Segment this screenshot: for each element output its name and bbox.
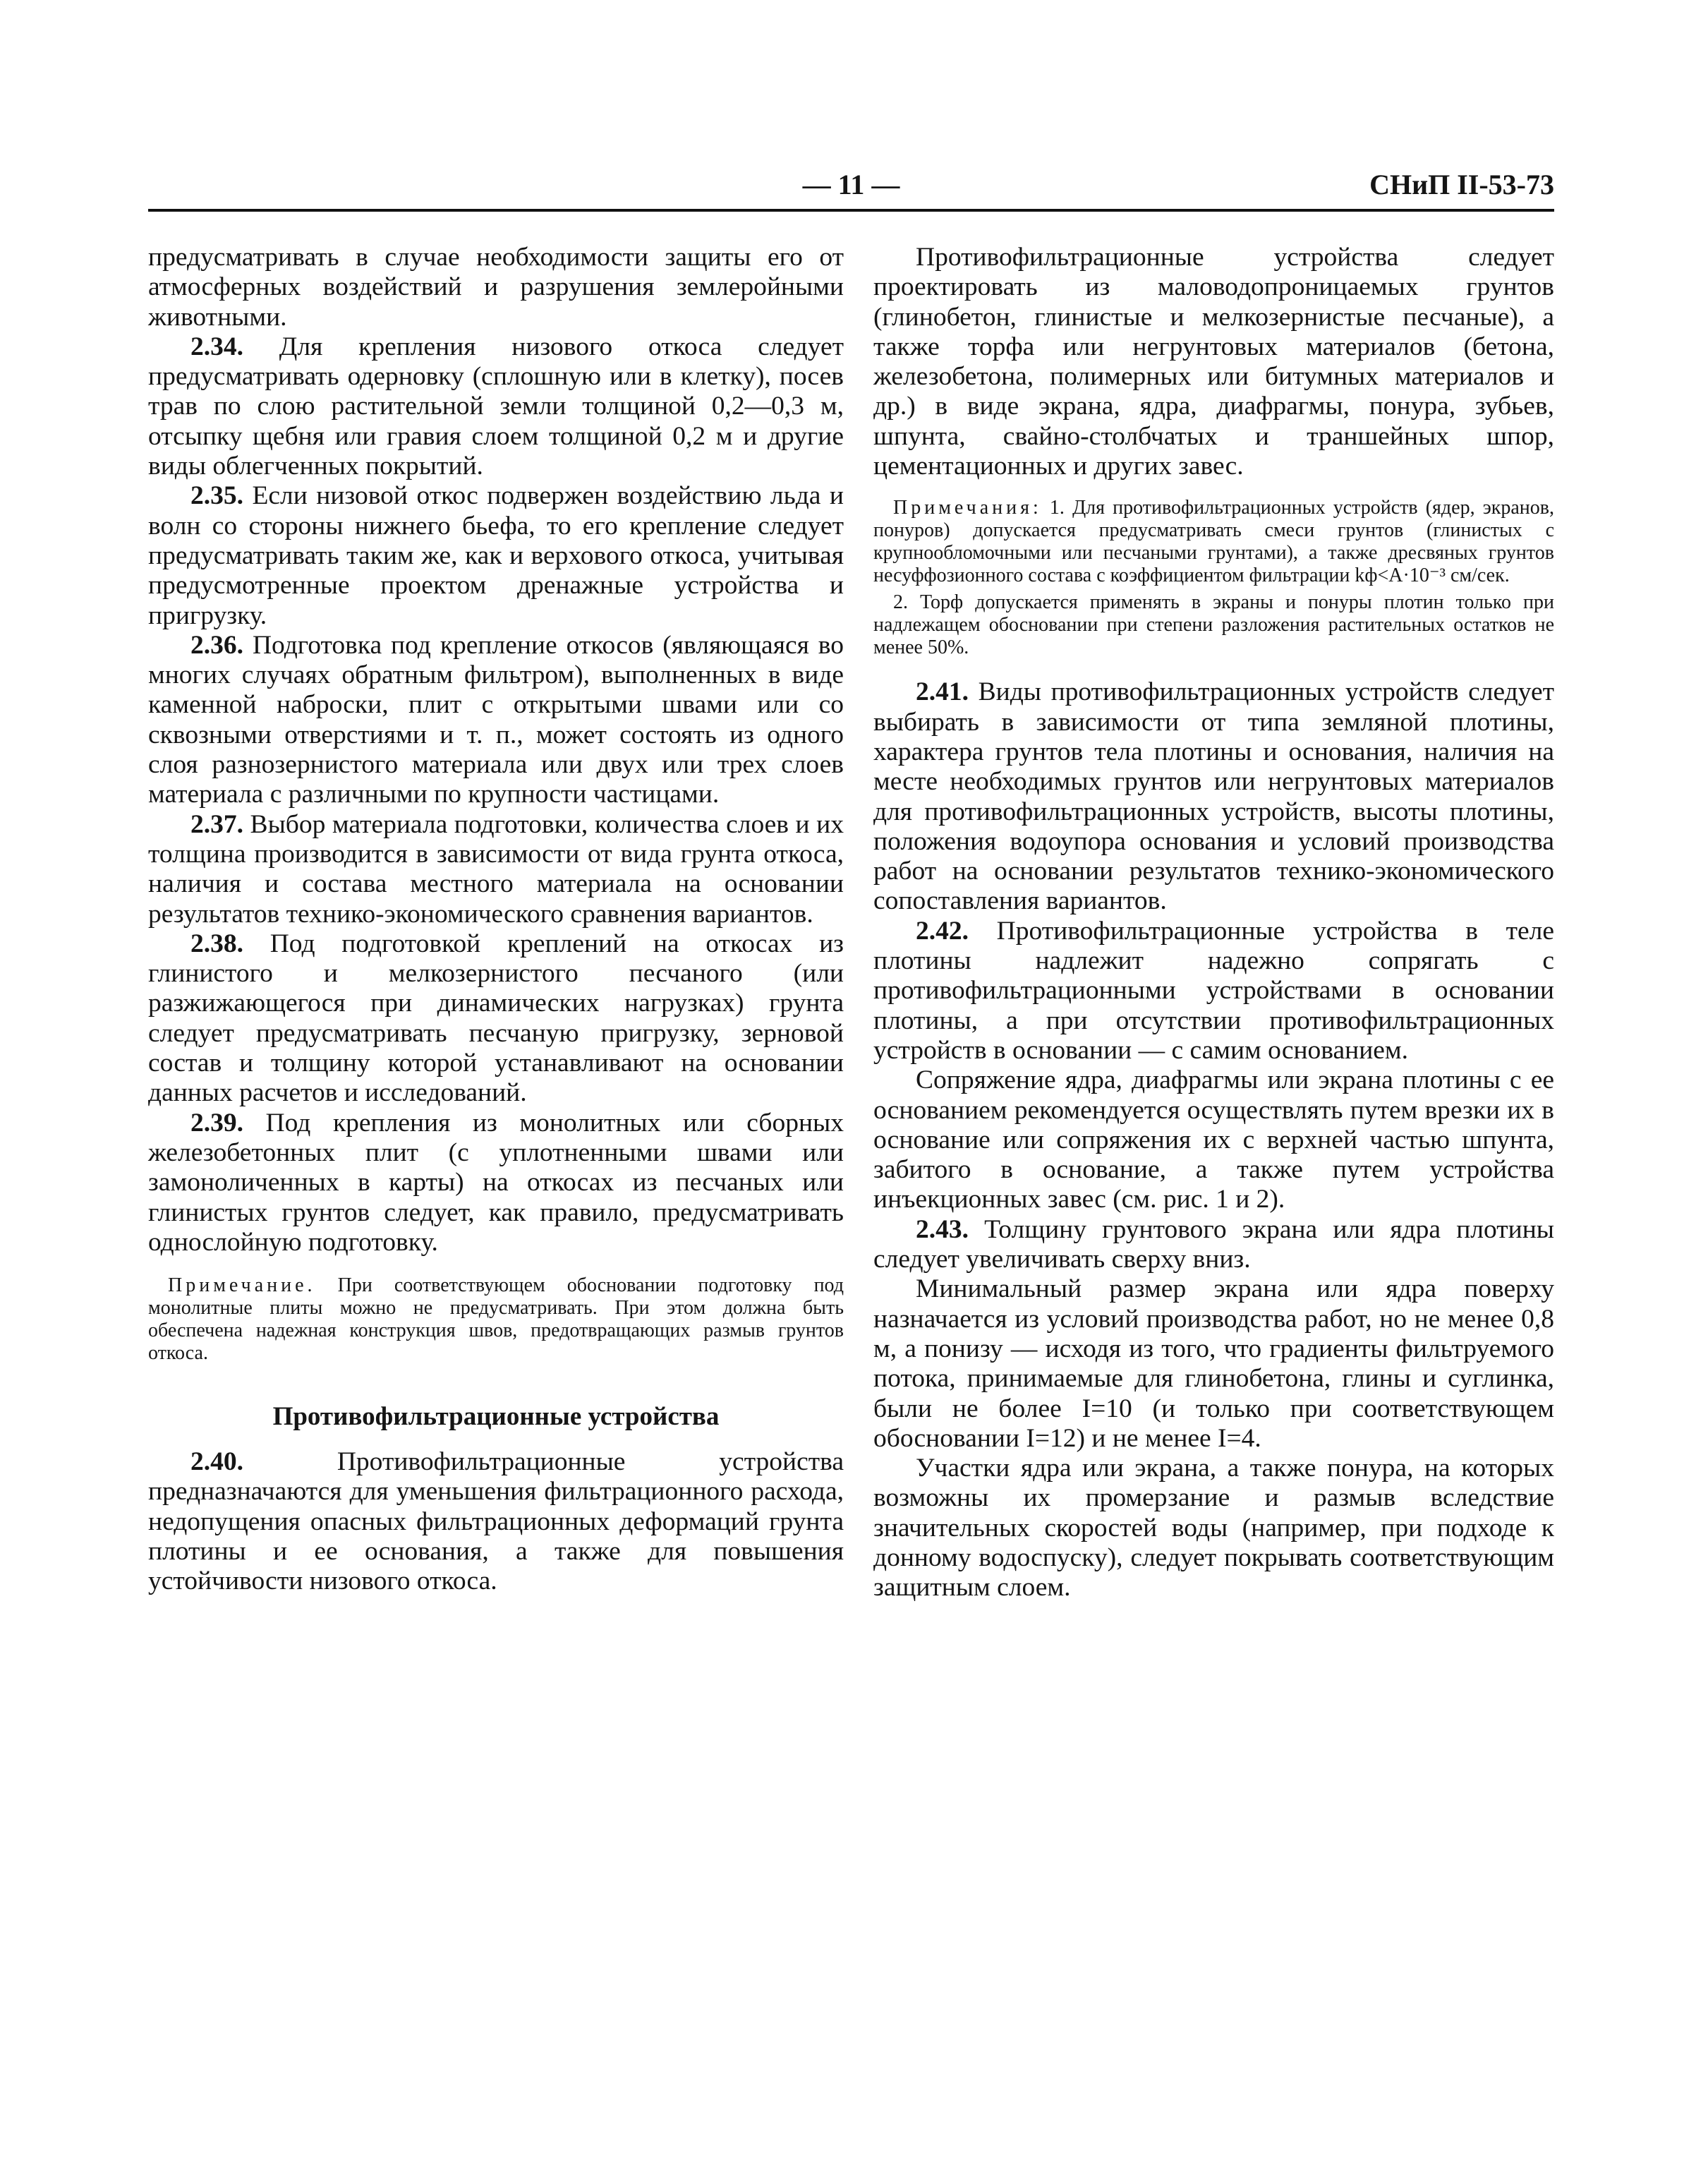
clause-text: Выбор материала подготовки, количества слоев и их толщина производится в зависимости от вида грунта откоса, наличия и состава местного материала на основании результатов технико-экономического сравнения вариантов.: [148, 809, 844, 929]
clause-number: 2.40.: [190, 1447, 243, 1477]
paragraph-continuation: предусматривать в случае необходимости защиты его от атмосферных воздействий и разрушения землеройными животными.: [148, 243, 844, 332]
note-1-text: 1. Для противофильтрационных устройств (ядер, экранов, понуров) допускается предусматривать смеси грунтов (глинистых с крупнообломочными или песчаными грунтами), а также дресвяных грунтов несуффозионного состава с коэффициентом фильтрации kф<A·10⁻³ см/сек.: [873, 497, 1554, 587]
clause-number: 2.38.: [190, 929, 243, 958]
clause-text: Если низовой откос подвержен воздействию льда и волн со стороны нижнего бьефа, то его крепление следует предусматривать таким же, как и верхового откоса, учитывая предусмотренные проектом дренажные устройства и пригрузку.: [148, 481, 844, 630]
clause-2-34: [148, 332, 844, 481]
clause-number: 2.41.: [916, 677, 969, 707]
clause-2-39: [148, 1109, 844, 1257]
clause-text: Под подготовкой креплений на откосах из глинистого и мелкозернистого песчаного (или разжижающегося при динамических нагрузках) грунта следует предусматривать песчаную пригрузку, зерновой состав и толщину которой устанавливают на основании данных расчетов и исследований.: [148, 929, 844, 1108]
clause-2-43: [873, 1215, 1554, 1275]
notes-label: Примечания:: [893, 497, 1042, 519]
right-column: [873, 243, 1554, 1603]
clause-2-36: [148, 631, 844, 810]
clause-2-41: [873, 677, 1554, 916]
clause-text: Для крепления низового откоса следует предусматривать одерновку (сплошную или в клетку), посев трав по слою растительной земли толщиной 0,2—0,3 м, отсыпку щебня или гравия слоем толщиной 0,2 м и другие виды облегченных покрытий.: [148, 332, 844, 481]
clause-text: Противофильтрационные устройства в теле плотины надлежит надежно сопрягать с противофильтрационными устройствами в основании плотины, а при отсутствии противофильтрационных устройств в основании — с самим основанием.: [873, 916, 1554, 1065]
note: [148, 1274, 844, 1365]
clause-2-40: [148, 1447, 844, 1596]
clause-number: 2.42.: [916, 916, 969, 946]
clause-2-38: [148, 929, 844, 1109]
clause-text: Толщину грунтового экрана или ядра плотины следует увеличивать сверху вниз.: [873, 1214, 1554, 1274]
paragraph-min-size: Минимальный размер экрана или ядра поверху назначается из условий производства работ, но не менее 0,8 м, а понизу — исходя из того, что градиенты фильтруемого потока, принимаемые для глинобетона, глины и суглинка, были не более I=10 (и только при соответствующем обосновании I=12) и не менее I=4.: [873, 1274, 1554, 1453]
clause-number: 2.34.: [190, 332, 243, 361]
page-header: [148, 168, 1554, 212]
paragraph-junction: Сопряжение ядра, диафрагмы или экрана плотины с ее основанием рекомендуется осуществлять путем врезки их в основание или сопряжения их с верхней частью шпунта, забитого в основание, а также путем устройства инъекционных завес (см. рис. 1 и 2).: [873, 1066, 1554, 1214]
clause-2-37: [148, 810, 844, 929]
note-label: Примечание.: [168, 1274, 316, 1297]
section-title: Противофильтрационные устройства: [272, 1402, 720, 1432]
clause-number: 2.39.: [190, 1108, 243, 1137]
clause-2-35: [148, 481, 844, 630]
header-rule: [148, 209, 1554, 212]
clause-number: 2.36.: [190, 630, 243, 660]
left-column: [148, 243, 844, 1597]
clause-text: Подготовка под крепление откосов (являющаяся во многих случаях обратным фильтром), выполненных в виде каменной наброски, плит с открытыми швами или со сквозными отверстиями и т. п., может состоять из одного слоя разнозернистого материала или двух или трех слоев материала с различными по крупности частицами.: [148, 630, 844, 809]
clause-text: Противофильтрационные устройства предназначаются для уменьшения фильтрационного расхода, недопущения опасных фильтрационных деформаций грунта плотины и ее основания, а также для повышения устойчивости низового откоса.: [148, 1447, 844, 1596]
note-text: При соответствующем обосновании подготовку под монолитные плиты можно не предусматривать. При этом должна быть обеспечена надежная конструкция швов, предотвращающих размыв грунтов откоса.: [148, 1274, 844, 1365]
page-number: — 11 —: [802, 169, 900, 200]
paragraph-protection: Участки ядра или экрана, а также понура, на которых возможны их промерзание и размыв вследствие значительных скоростей воды (например, при подходе к донному водоспуску), следует покрывать соответствующим защитным слоем.: [873, 1454, 1554, 1602]
paragraph-materials: Противофильтрационные устройства следует проектировать из маловодопроницаемых грунтов (глинобетон, глинистые и мелкозернистые песчаные), а также торфа или негрунтовых материалов (бетона, железобетона, полимерных или битумных материалов и др.) в виде экрана, ядра, диафрагмы, понура, зубьев, шпунта, свайно-столбчатых и траншейных шпор, цементационных и других завес.: [873, 243, 1554, 481]
clause-text: Под крепления из монолитных или сборных железобетонных плит (с уплотненными швами или замоноличенных в карты) на откосах из песчаных или глинистых грунтов следует, как правило, предусматривать однослойную подготовку.: [148, 1108, 844, 1257]
clause-text: Виды противофильтрационных устройств следует выбирать в зависимости от типа земляной плотины, характера грунтов тела плотины и основания, наличия на месте необходимых грунтов или негрунтовых материалов для противофильтрационных устройств, высоты плотины, положения водоупора основания и условий производства работ на основании результатов технико-экономического сопоставления вариантов.: [873, 677, 1554, 916]
clause-number: 2.35.: [190, 481, 243, 511]
clause-number: 2.43.: [916, 1214, 969, 1244]
clause-2-42: [873, 917, 1554, 1066]
document-code: СНиП II-53-73: [1369, 169, 1554, 200]
notes-1: [873, 497, 1554, 587]
notes-2: 2. Торф допускается применять в экраны и понуры плотин только при надлежащем обосновании при степени разложения растительных остатков не менее 50%.: [873, 591, 1554, 659]
clause-number: 2.37.: [190, 809, 243, 839]
